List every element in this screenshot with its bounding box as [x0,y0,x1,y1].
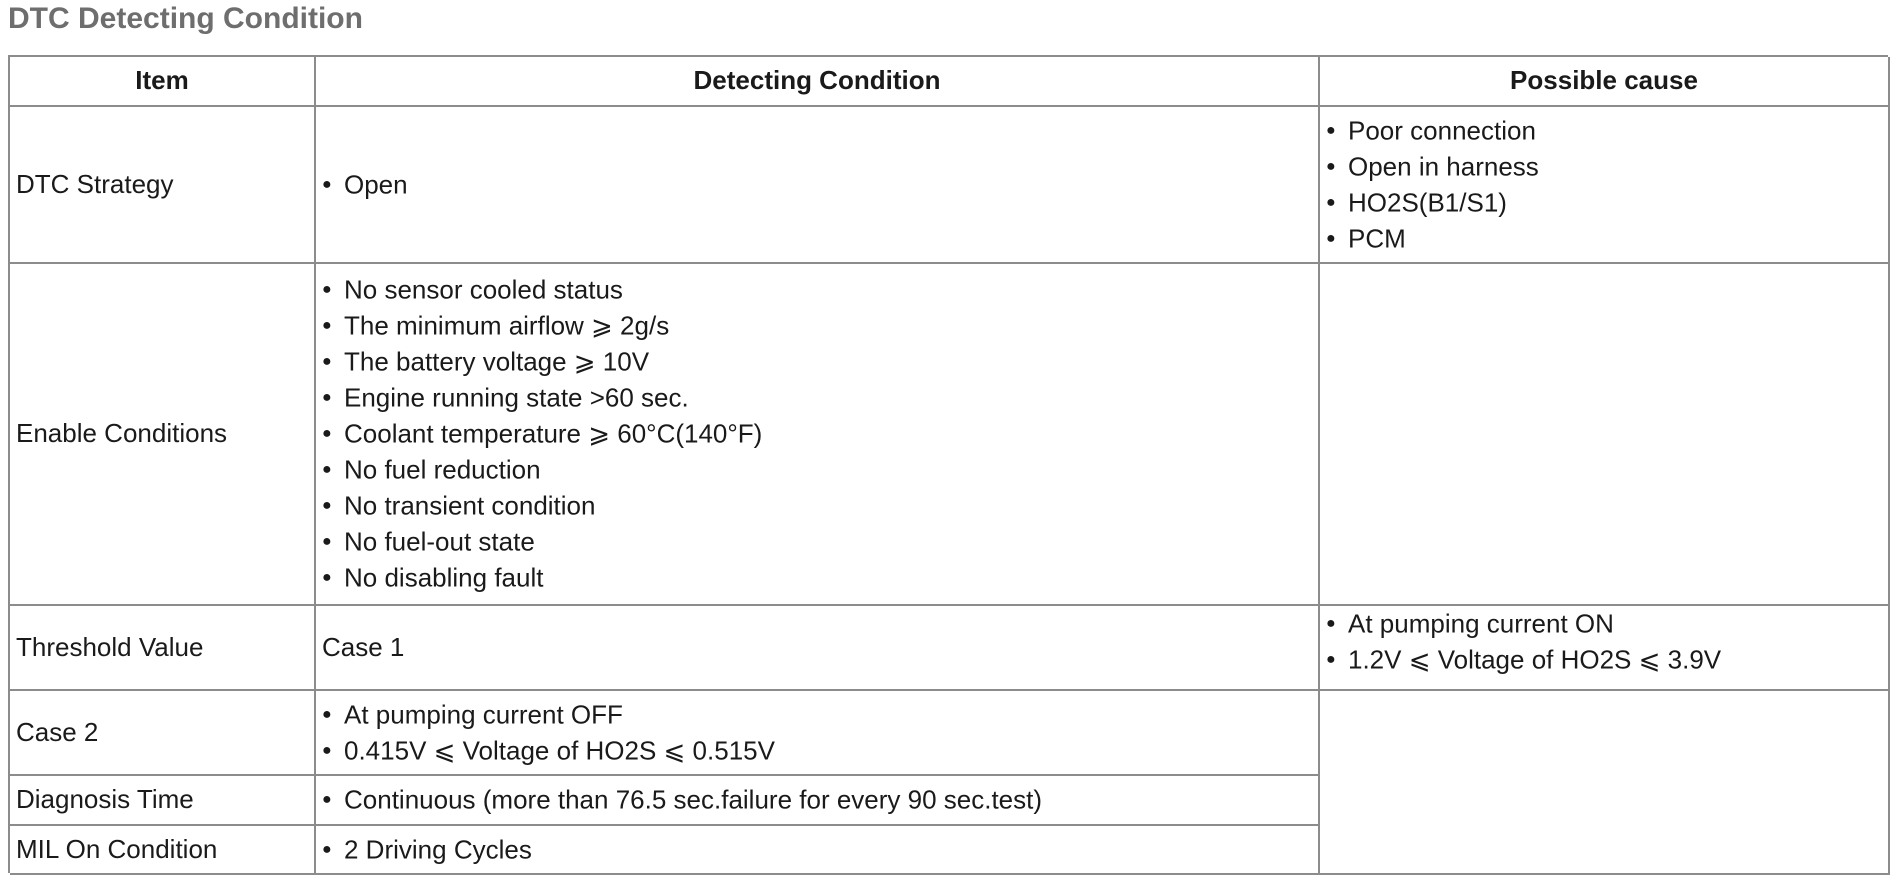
bullet-item: ● At pumping current OFF [322,697,1312,733]
empty-cause-cell [1320,691,1890,875]
bullet-item: ● 2 Driving Cycles [322,832,1312,868]
enable-conditions-cause [1320,264,1890,606]
header-detecting-condition: Detecting Condition [316,57,1320,107]
bullet-item: ● Coolant temperature ⩾ 60°C(140°F) [322,416,1312,452]
mil-condition [316,826,1320,875]
header-item: Item [10,57,316,107]
bullet-item: ● PCM [1326,221,1882,257]
mil-item: MIL On Condition [10,826,316,875]
dtc-table [8,55,1888,873]
threshold-case1-label: Case 1 [316,606,1320,691]
bullet-item: ● No fuel-out state [322,524,1312,560]
bullet-item: ● Open [322,167,1312,203]
case2-values [316,691,1320,776]
bullet-item: ● Poor connection [1326,113,1882,149]
bullet-item: ● At pumping current ON [1326,606,1882,642]
enable-conditions-item: Enable Conditions [10,264,316,606]
threshold-item: Threshold Value [10,606,316,691]
dtc-strategy-condition [316,107,1320,264]
bullet-item: ● Open in harness [1326,149,1882,185]
bullet-item: ● The battery voltage ⩾ 10V [322,344,1312,380]
bullet-item: ● Continuous (more than 76.5 sec.failure for every 90 sec.test) [322,782,1312,818]
bullet-item: ● No disabling fault [322,560,1312,596]
dtc-strategy-item: DTC Strategy [10,107,316,264]
diagnosis-time-condition [316,776,1320,826]
bullet-item: ● No transient condition [322,488,1312,524]
bullet-item: ● No sensor cooled status [322,272,1312,308]
bullet-item: ● 1.2V ⩽ Voltage of HO2S ⩽ 3.9V [1326,642,1882,678]
header-possible-cause: Possible cause [1320,57,1890,107]
bullet-item: ● No fuel reduction [322,452,1312,488]
case2-label: Case 2 [10,691,316,776]
diagnosis-time-item: Diagnosis Time [10,776,316,826]
enable-conditions-list [316,264,1320,606]
bullet-item: ● HO2S(B1/S1) [1326,185,1882,221]
page-title: DTC Detecting Condition [8,2,363,35]
bullet-item: ● The minimum airflow ⩾ 2g/s [322,308,1312,344]
bullet-item: ● Engine running state >60 sec. [322,380,1312,416]
dtc-strategy-causes [1320,107,1890,264]
threshold-case1-values [1320,606,1890,691]
bullet-item: ● 0.415V ⩽ Voltage of HO2S ⩽ 0.515V [322,733,1312,769]
